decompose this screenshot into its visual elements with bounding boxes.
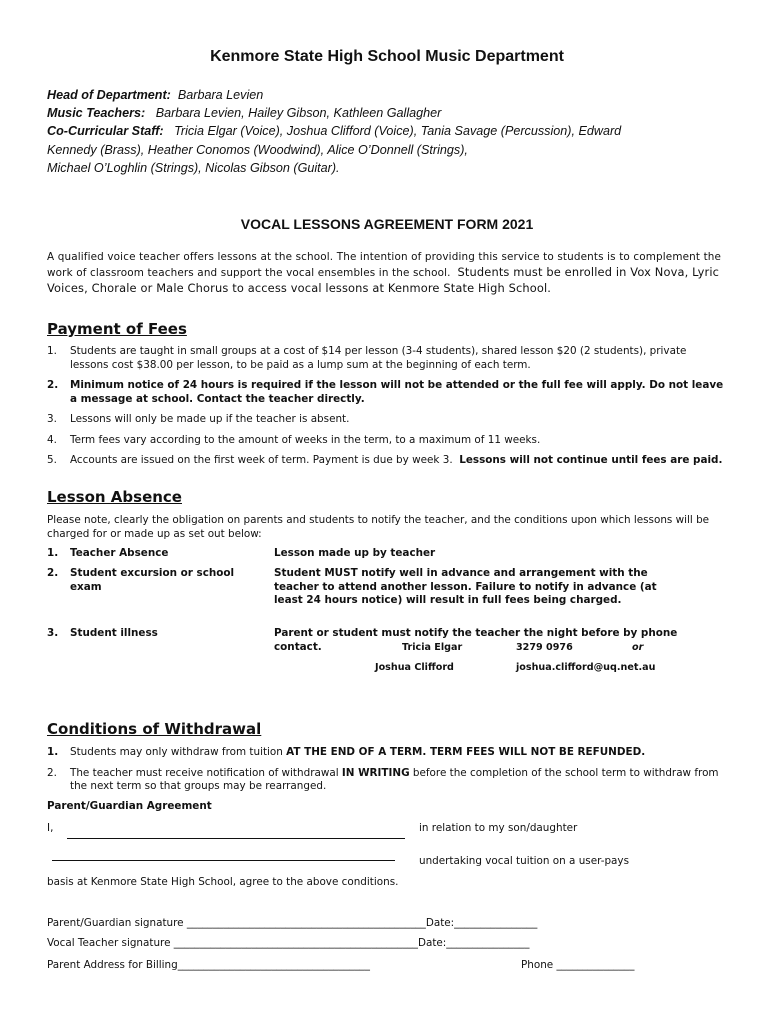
payment-item-2: 2. Minimum notice of 24 hours is required if the lesson will not be attended or the full fee will apply. Do not leave a message at school. Contact the teacher directly. <box>47 379 724 405</box>
contact-joshua-email: joshua.clifford@uq.net.au <box>516 662 656 673</box>
contact-tricia-phone: 3279 0976 <box>516 642 573 653</box>
hod-line <box>47 86 727 104</box>
cc-value-3: Michael O’Loghlin (Strings), Nicolas Gibson (Guitar). <box>47 160 340 175</box>
cc-label: Co-Curricular Staff: <box>47 124 164 139</box>
absence-heading: Lesson Absence <box>47 488 182 506</box>
phone-field[interactable]: Phone _______________ <box>521 959 635 971</box>
payment-list <box>47 345 727 475</box>
agreement-i-label: I, <box>47 822 54 834</box>
intro-paragraph <box>47 250 727 297</box>
undertaking-text: undertaking vocal tuition on a user-pays <box>419 855 629 867</box>
cc-value-2: Kennedy (Brass), Heather Conomos (Woodwind), Alice O’Donnell (Strings), <box>47 142 468 157</box>
child-name-field[interactable] <box>52 860 395 861</box>
payment-item-4: 4. Term fees vary according to the amount of weeks in the term, to a maximum of 11 weeks. <box>47 433 541 446</box>
hod-label: Head of Department: <box>47 88 171 102</box>
basis-text: basis at Kenmore State High School, agree to the above conditions. <box>47 876 399 888</box>
parent-signature-field[interactable]: Parent/Guardian signature ______________________________________________Date:________________ <box>47 917 538 929</box>
hod-value: Barbara Levien <box>177 88 264 102</box>
withdrawal-heading: Conditions of Withdrawal <box>47 720 262 738</box>
payment-item-1: 1. Students are taught in small groups at a cost of $14 per lesson (3-4 students), shared lesson $20 (2 students), private lessons cost $38.00 per lesson, to be paid as a lump sum at the beginning of each term. <box>47 345 687 371</box>
agreement-heading: Parent/Guardian Agreement <box>47 800 212 812</box>
withdrawal-item-1: 1. Students may only withdraw from tuition AT THE END OF A TERM. TERM FEES WILL NOT BE REFUNDED. <box>47 746 646 758</box>
contact-joshua-name: Joshua Clifford <box>375 662 454 673</box>
cc-line <box>47 122 727 140</box>
withdrawal-item-2: 2. The teacher must receive notification of withdrawal IN WRITING before the completion of the school term to withdraw from the next term so that groups may be rearranged. <box>47 766 719 792</box>
document-title: Kenmore State High School Music Department <box>210 48 564 65</box>
payment-heading: Payment of Fees <box>47 320 187 338</box>
teachers-value: Barbara Levien, Hailey Gibson, Kathleen Gallagher <box>155 106 442 121</box>
relation-text: in relation to my son/daughter <box>419 822 578 834</box>
parent-name-field[interactable] <box>67 838 405 839</box>
payment-item-5: 5. Accounts are issued on the first week of term. Payment is due by week 3. Lessons will not continue until fees are paid. <box>47 454 723 466</box>
teacher-signature-field[interactable]: Vocal Teacher signature _______________________________________________Date:________________ <box>47 937 530 949</box>
cc-value-1: Tricia Elgar (Voice), Joshua Clifford (Voice), Tania Savage (Percussion), Edward <box>174 124 622 139</box>
staff-block <box>47 86 727 177</box>
teachers-label: Music Teachers: <box>47 106 146 121</box>
contact-or: or <box>632 642 644 653</box>
withdrawal-list <box>47 746 727 801</box>
intro-text-1: A qualified voice teacher offers lessons at the school. The intention of providing this service to students is to complement the work of classroom teachers and support the vocal ensembles in the school. <box>47 251 722 279</box>
contact-tricia-name: Tricia Elgar <box>402 642 463 653</box>
payment-item-3: 3. Lessons will only be made up if the teacher is absent. <box>47 413 350 425</box>
form-title: VOCAL LESSONS AGREEMENT FORM 2021 <box>240 216 534 232</box>
teachers-line <box>47 104 727 122</box>
absence-intro: Please note, clearly the obligation on parents and students to notify the teacher, and the conditions upon which lessons will be charged for or made up as set out below: <box>47 514 710 540</box>
intro-text-2: Students must be enrolled in Vox Nova, Lyric Voices, Chorale or Male Chorus to access vocal lessons at Kenmore State High School. <box>47 265 720 295</box>
billing-address-field[interactable]: Parent Address for Billing_____________________________________ <box>47 959 370 971</box>
